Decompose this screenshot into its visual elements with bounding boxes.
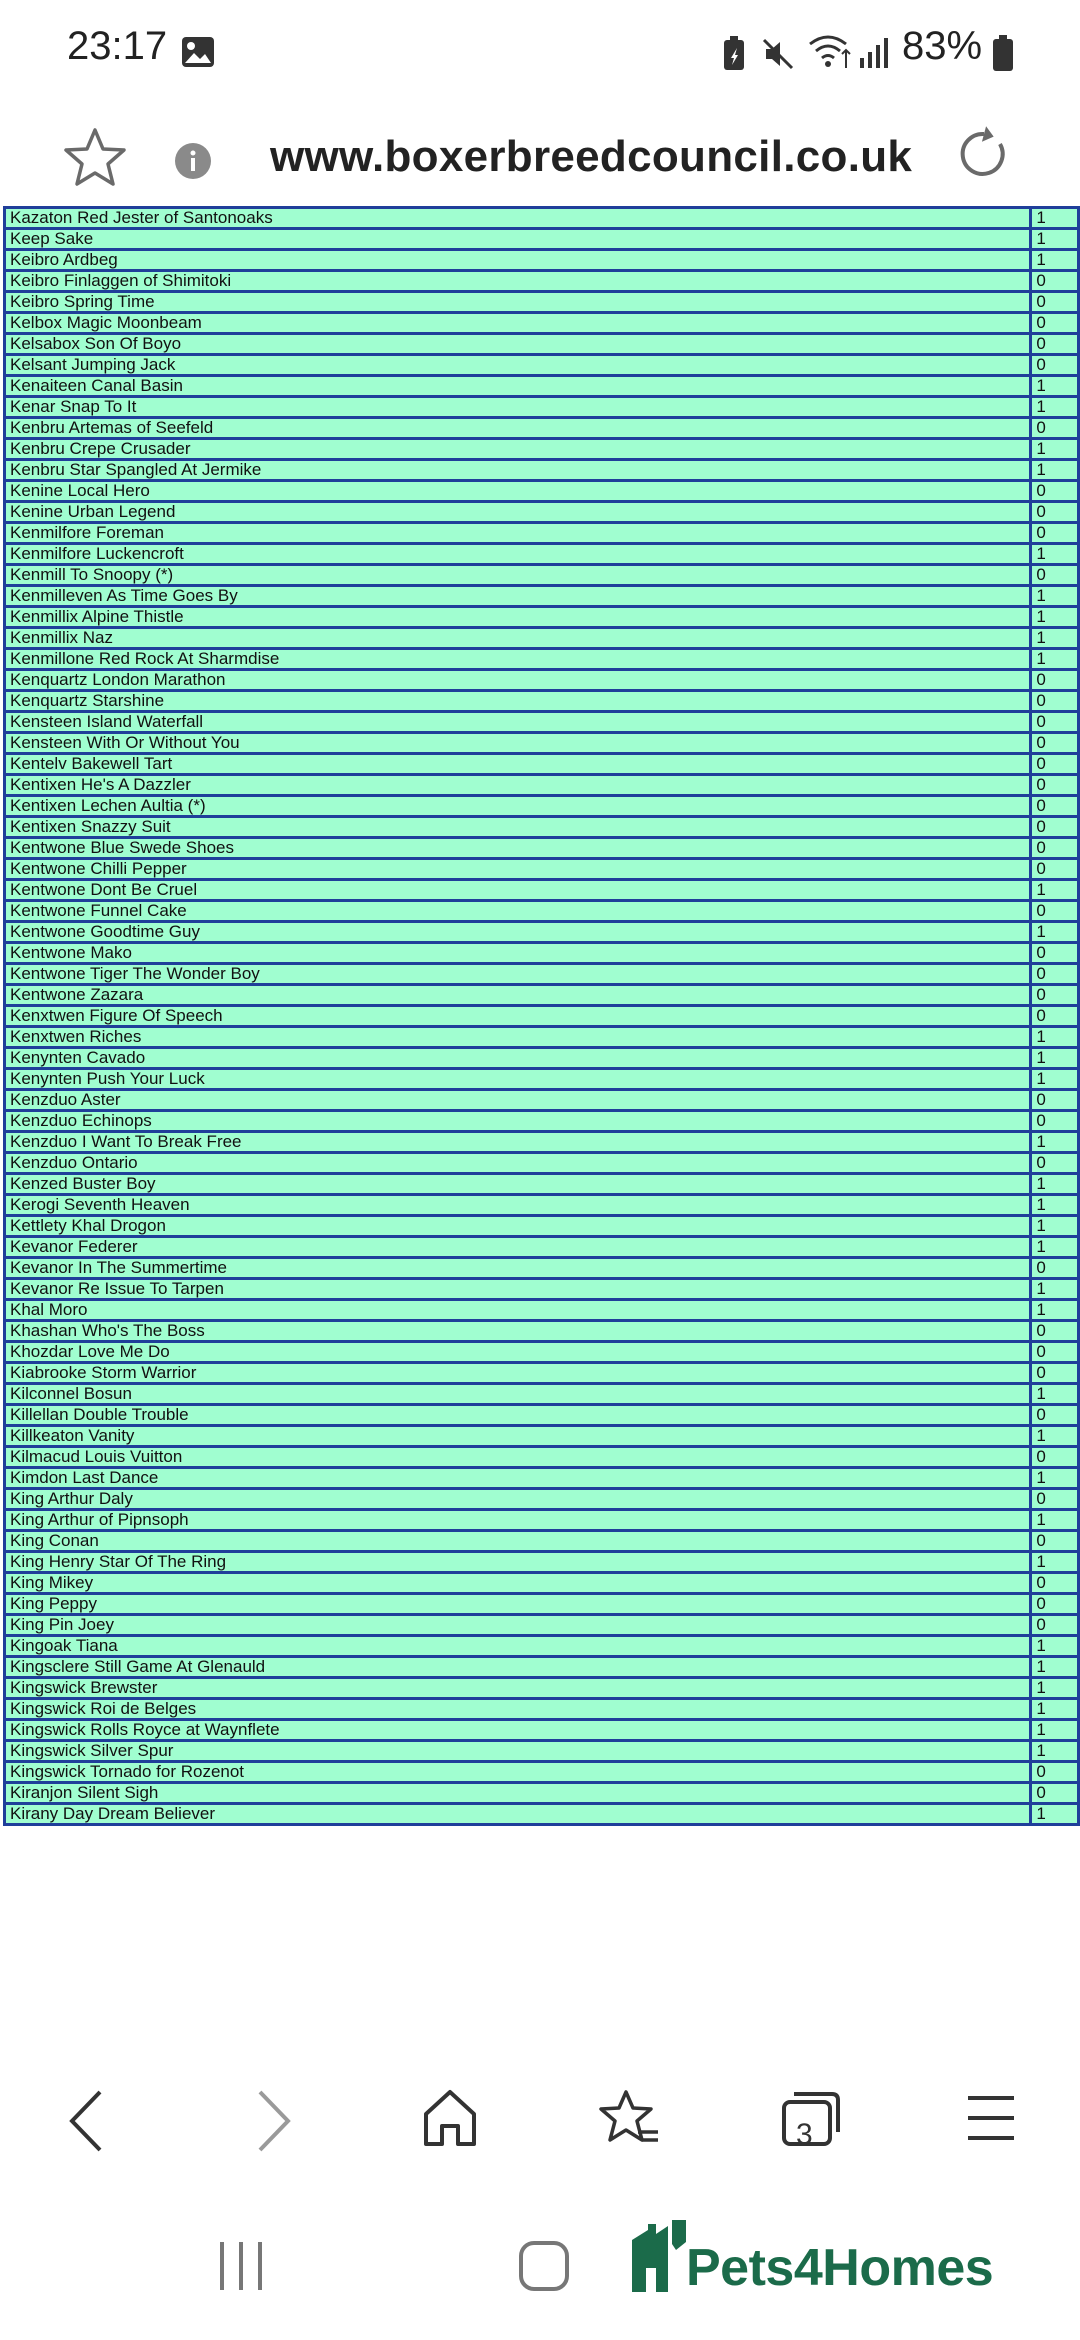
- table-row: [5, 1636, 1079, 1657]
- table-row: [5, 712, 1079, 733]
- table-row: [5, 796, 1079, 817]
- dog-name-cell: Kentwone Goodtime Guy: [5, 922, 1031, 943]
- table-row: [5, 1426, 1079, 1447]
- page-content: [0, 208, 1080, 2050]
- count-cell: 1: [1031, 1300, 1079, 1321]
- table-row: [5, 649, 1079, 670]
- dog-name-cell: Kimdon Last Dance: [5, 1468, 1031, 1489]
- table-row: [5, 1174, 1079, 1195]
- table-row: [5, 859, 1079, 880]
- table-row: [5, 1615, 1079, 1636]
- count-cell: 0: [1031, 1783, 1079, 1804]
- table-row: [5, 544, 1079, 565]
- home-circle-icon[interactable]: [518, 2240, 570, 2297]
- dog-name-cell: Kingsclere Still Game At Glenauld: [5, 1657, 1031, 1678]
- dog-name-cell: Kiranjon Silent Sigh: [5, 1783, 1031, 1804]
- count-cell: 0: [1031, 1573, 1079, 1594]
- count-cell: 1: [1031, 880, 1079, 901]
- dog-name-cell: Kenquartz London Marathon: [5, 670, 1031, 691]
- reload-icon[interactable]: [956, 124, 1012, 189]
- dog-name-cell: Kenynten Cavado: [5, 1048, 1031, 1069]
- count-cell: 0: [1031, 1258, 1079, 1279]
- table-row: [5, 1237, 1079, 1258]
- dog-name-cell: Keibro Spring Time: [5, 292, 1031, 313]
- table-row: [5, 901, 1079, 922]
- dog-name-cell: Kevanor Federer: [5, 1237, 1031, 1258]
- dog-name-cell: Keibro Ardbeg: [5, 250, 1031, 271]
- gallery-icon: [181, 36, 215, 73]
- count-cell: 0: [1031, 334, 1079, 355]
- dog-name-cell: King Henry Star Of The Ring: [5, 1552, 1031, 1573]
- count-cell: 1: [1031, 1804, 1079, 1825]
- dog-name-cell: Kentelv Bakewell Tart: [5, 754, 1031, 775]
- table-row: [5, 1510, 1079, 1531]
- dog-name-cell: King Arthur of Pipnsoph: [5, 1510, 1031, 1531]
- table-row: [5, 1111, 1079, 1132]
- table-row: [5, 376, 1079, 397]
- table-row: [5, 481, 1079, 502]
- dog-name-cell: Khashan Who's The Boss: [5, 1321, 1031, 1342]
- dog-name-cell: Killellan Double Trouble: [5, 1405, 1031, 1426]
- dog-name-cell: Kiabrooke Storm Warrior: [5, 1363, 1031, 1384]
- dog-name-cell: Kingoak Tiana: [5, 1636, 1031, 1657]
- dog-name-cell: Kelsabox Son Of Boyo: [5, 334, 1031, 355]
- status-time: 23:17: [67, 24, 168, 68]
- count-cell: 0: [1031, 964, 1079, 985]
- dog-name-cell: Kingswick Roi de Belges: [5, 1699, 1031, 1720]
- dog-name-cell: Kenzed Buster Boy: [5, 1174, 1031, 1195]
- count-cell: 1: [1031, 460, 1079, 481]
- count-cell: 1: [1031, 1195, 1079, 1216]
- table-row: [5, 1468, 1079, 1489]
- count-cell: 1: [1031, 1678, 1079, 1699]
- table-row: [5, 502, 1079, 523]
- count-cell: 0: [1031, 691, 1079, 712]
- count-cell: 0: [1031, 1153, 1079, 1174]
- count-cell: 0: [1031, 754, 1079, 775]
- dog-name-cell: Kevanor Re Issue To Tarpen: [5, 1279, 1031, 1300]
- table-row: [5, 1804, 1079, 1825]
- dog-name-cell: Kenzduo Ontario: [5, 1153, 1031, 1174]
- table-row: [5, 943, 1079, 964]
- count-cell: 1: [1031, 1216, 1079, 1237]
- table-row: [5, 208, 1079, 229]
- dog-name-cell: Kingswick Rolls Royce at Waynflete: [5, 1720, 1031, 1741]
- count-cell: 1: [1031, 1426, 1079, 1447]
- count-cell: 1: [1031, 1132, 1079, 1153]
- count-cell: 1: [1031, 1720, 1079, 1741]
- count-cell: 0: [1031, 1594, 1079, 1615]
- count-cell: 1: [1031, 250, 1079, 271]
- dog-name-cell: Killkeaton Vanity: [5, 1426, 1031, 1447]
- table-row: [5, 1069, 1079, 1090]
- dog-name-cell: Khozdar Love Me Do: [5, 1342, 1031, 1363]
- dog-name-cell: Kenxtwen Riches: [5, 1027, 1031, 1048]
- dog-name-cell: Kingswick Silver Spur: [5, 1741, 1031, 1762]
- url-text[interactable]: www.boxerbreedcouncil.co.uk: [270, 132, 913, 181]
- status-bar: [0, 0, 1080, 106]
- count-cell: 0: [1031, 712, 1079, 733]
- table-row: [5, 1657, 1079, 1678]
- table-row: [5, 985, 1079, 1006]
- table-row: [5, 355, 1079, 376]
- table-row: [5, 1153, 1079, 1174]
- dog-name-cell: Kenmilleven As Time Goes By: [5, 586, 1031, 607]
- dog-name-cell: Kilmacud Louis Vuitton: [5, 1447, 1031, 1468]
- count-cell: 0: [1031, 1363, 1079, 1384]
- table-row: [5, 523, 1079, 544]
- count-cell: 0: [1031, 985, 1079, 1006]
- menu-icon[interactable]: [966, 2088, 1016, 2153]
- table-row: [5, 754, 1079, 775]
- count-cell: 1: [1031, 607, 1079, 628]
- count-cell: 0: [1031, 481, 1079, 502]
- table-row: [5, 1363, 1079, 1384]
- count-cell: 0: [1031, 292, 1079, 313]
- info-icon[interactable]: [174, 142, 212, 185]
- dog-name-cell: Kentwone Tiger The Wonder Boy: [5, 964, 1031, 985]
- table-row: [5, 1552, 1079, 1573]
- count-cell: 0: [1031, 523, 1079, 544]
- table-row: [5, 418, 1079, 439]
- table-row: [5, 397, 1079, 418]
- battery-percent: 83%: [902, 24, 983, 68]
- dog-name-cell: Kenbru Artemas of Seefeld: [5, 418, 1031, 439]
- count-cell: 0: [1031, 1615, 1079, 1636]
- count-cell: 1: [1031, 544, 1079, 565]
- count-cell: 0: [1031, 418, 1079, 439]
- table-row: [5, 1741, 1079, 1762]
- count-cell: 1: [1031, 1279, 1079, 1300]
- tab-count: 3: [796, 2118, 813, 2151]
- dog-name-cell: Kilconnel Bosun: [5, 1384, 1031, 1405]
- dog-name-cell: Kensteen With Or Without You: [5, 733, 1031, 754]
- dog-name-cell: Kentwone Mako: [5, 943, 1031, 964]
- table-row: [5, 607, 1079, 628]
- table-row: [5, 628, 1079, 649]
- count-cell: 0: [1031, 355, 1079, 376]
- pets4homes-logo-icon: [626, 2220, 688, 2301]
- dog-name-cell: King Peppy: [5, 1594, 1031, 1615]
- table-row: [5, 1342, 1079, 1363]
- dog-name-cell: Kirany Day Dream Believer: [5, 1804, 1031, 1825]
- dog-name-cell: King Mikey: [5, 1573, 1031, 1594]
- count-cell: 0: [1031, 838, 1079, 859]
- count-cell: 1: [1031, 229, 1079, 250]
- table-row: [5, 1132, 1079, 1153]
- dog-name-cell: King Pin Joey: [5, 1615, 1031, 1636]
- dog-name-cell: Keibro Finlaggen of Shimitoki: [5, 271, 1031, 292]
- dog-name-cell: Kazaton Red Jester of Santonoaks: [5, 208, 1031, 229]
- back-icon[interactable]: [66, 2088, 106, 2159]
- home-icon[interactable]: [422, 2088, 478, 2153]
- dog-name-cell: Kensteen Island Waterfall: [5, 712, 1031, 733]
- count-cell: 0: [1031, 502, 1079, 523]
- table-row: [5, 565, 1079, 586]
- forward-icon[interactable]: [254, 2088, 294, 2159]
- dog-name-cell: Kentwone Zazara: [5, 985, 1031, 1006]
- count-cell: 0: [1031, 670, 1079, 691]
- table-row: [5, 1531, 1079, 1552]
- count-cell: 1: [1031, 1741, 1079, 1762]
- count-cell: 0: [1031, 1762, 1079, 1783]
- dog-name-cell: Khal Moro: [5, 1300, 1031, 1321]
- count-cell: 0: [1031, 859, 1079, 880]
- table-row: [5, 1594, 1079, 1615]
- count-cell: 0: [1031, 796, 1079, 817]
- count-cell: 1: [1031, 628, 1079, 649]
- count-cell: 0: [1031, 1111, 1079, 1132]
- dog-name-cell: Kenzduo Echinops: [5, 1111, 1031, 1132]
- table-row: [5, 250, 1079, 271]
- table-row: [5, 229, 1079, 250]
- count-cell: 0: [1031, 313, 1079, 334]
- table-row: [5, 775, 1079, 796]
- table-row: [5, 691, 1079, 712]
- dog-name-cell: Keep Sake: [5, 229, 1031, 250]
- dog-name-cell: Kenbru Crepe Crusader: [5, 439, 1031, 460]
- count-cell: 1: [1031, 1468, 1079, 1489]
- count-cell: 0: [1031, 271, 1079, 292]
- table-row: [5, 1216, 1079, 1237]
- count-cell: 1: [1031, 1048, 1079, 1069]
- count-cell: 1: [1031, 1699, 1079, 1720]
- wifi-icon: [808, 32, 854, 77]
- count-cell: 1: [1031, 1636, 1079, 1657]
- battery-icon: [992, 34, 1014, 77]
- count-cell: 0: [1031, 1090, 1079, 1111]
- count-cell: 0: [1031, 1531, 1079, 1552]
- count-cell: 1: [1031, 208, 1079, 229]
- dog-name-cell: King Conan: [5, 1531, 1031, 1552]
- table-row: [5, 1048, 1079, 1069]
- count-cell: 1: [1031, 397, 1079, 418]
- table-row: [5, 1489, 1079, 1510]
- table-row: [5, 1720, 1079, 1741]
- watermark-text: Pets4Homes: [686, 2239, 994, 2297]
- dog-name-cell: Kevanor In The Summertime: [5, 1258, 1031, 1279]
- table-row: [5, 1258, 1079, 1279]
- mute-icon: [760, 36, 796, 77]
- dog-name-cell: Kenmillix Alpine Thistle: [5, 607, 1031, 628]
- table-row: [5, 817, 1079, 838]
- dog-name-cell: Kentixen Snazzy Suit: [5, 817, 1031, 838]
- count-cell: 1: [1031, 1657, 1079, 1678]
- dog-name-cell: Kenxtwen Figure Of Speech: [5, 1006, 1031, 1027]
- dog-name-cell: Kenmilfore Luckencroft: [5, 544, 1031, 565]
- dog-name-cell: Kenar Snap To It: [5, 397, 1031, 418]
- count-cell: 1: [1031, 1027, 1079, 1048]
- count-cell: 0: [1031, 775, 1079, 796]
- count-cell: 0: [1031, 1447, 1079, 1468]
- table-row: [5, 1279, 1079, 1300]
- table-row: [5, 1678, 1079, 1699]
- count-cell: 1: [1031, 586, 1079, 607]
- table-row: [5, 964, 1079, 985]
- browser-bottom-nav: [0, 2050, 1080, 2200]
- table-row: [5, 1447, 1079, 1468]
- results-table: [3, 206, 1080, 1826]
- dog-name-cell: Kenzduo Aster: [5, 1090, 1031, 1111]
- table-row: [5, 1195, 1079, 1216]
- count-cell: 0: [1031, 1405, 1079, 1426]
- table-row: [5, 1384, 1079, 1405]
- dog-name-cell: Kenzduo I Want To Break Free: [5, 1132, 1031, 1153]
- table-row: [5, 1300, 1079, 1321]
- dog-name-cell: Kentixen Lechen Aultia (*): [5, 796, 1031, 817]
- table-row: [5, 1321, 1079, 1342]
- table-row: [5, 1699, 1079, 1720]
- dog-name-cell: Kenmill To Snoopy (*): [5, 565, 1031, 586]
- dog-name-cell: Kentwone Dont Be Cruel: [5, 880, 1031, 901]
- table-row: [5, 1090, 1079, 1111]
- dog-name-cell: Kingswick Tornado for Rozenot: [5, 1762, 1031, 1783]
- table-row: [5, 670, 1079, 691]
- dog-name-cell: Kenmillone Red Rock At Sharmdise: [5, 649, 1031, 670]
- star-icon[interactable]: [62, 126, 128, 193]
- count-cell: 1: [1031, 649, 1079, 670]
- count-cell: 1: [1031, 1237, 1079, 1258]
- dog-name-cell: Kenaiteen Canal Basin: [5, 376, 1031, 397]
- count-cell: 0: [1031, 1489, 1079, 1510]
- dog-name-cell: Kelsant Jumping Jack: [5, 355, 1031, 376]
- table-row: [5, 334, 1079, 355]
- count-cell: 1: [1031, 1384, 1079, 1405]
- table-row: [5, 922, 1079, 943]
- table-row: [5, 1027, 1079, 1048]
- count-cell: 0: [1031, 901, 1079, 922]
- count-cell: 0: [1031, 1342, 1079, 1363]
- dog-name-cell: Kentwone Chilli Pepper: [5, 859, 1031, 880]
- dog-name-cell: Kenquartz Starshine: [5, 691, 1031, 712]
- table-row: [5, 313, 1079, 334]
- count-cell: 0: [1031, 733, 1079, 754]
- table-row: [5, 1405, 1079, 1426]
- dog-name-cell: Kettlety Khal Drogon: [5, 1216, 1031, 1237]
- count-cell: 1: [1031, 1069, 1079, 1090]
- dog-name-cell: Kentixen He's A Dazzler: [5, 775, 1031, 796]
- dog-name-cell: Kenbru Star Spangled At Jermike: [5, 460, 1031, 481]
- battery-saver-icon: [722, 36, 746, 77]
- dog-name-cell: Kenmillix Naz: [5, 628, 1031, 649]
- count-cell: 0: [1031, 817, 1079, 838]
- bookmarks-icon[interactable]: [598, 2088, 660, 2153]
- count-cell: 1: [1031, 1510, 1079, 1531]
- dog-name-cell: King Arthur Daly: [5, 1489, 1031, 1510]
- dog-name-cell: Kelbox Magic Moonbeam: [5, 313, 1031, 334]
- dog-name-cell: Kerogi Seventh Heaven: [5, 1195, 1031, 1216]
- dog-name-cell: Kentwone Blue Swede Shoes: [5, 838, 1031, 859]
- count-cell: 1: [1031, 439, 1079, 460]
- count-cell: 0: [1031, 943, 1079, 964]
- table-row: [5, 1783, 1079, 1804]
- count-cell: 1: [1031, 922, 1079, 943]
- count-cell: 0: [1031, 1006, 1079, 1027]
- dog-name-cell: Kenine Local Hero: [5, 481, 1031, 502]
- table-row: [5, 1573, 1079, 1594]
- table-row: [5, 1762, 1079, 1783]
- table-row: [5, 439, 1079, 460]
- table-row: [5, 1006, 1079, 1027]
- table-row: [5, 292, 1079, 313]
- dog-name-cell: Kentwone Funnel Cake: [5, 901, 1031, 922]
- dog-name-cell: Kingswick Brewster: [5, 1678, 1031, 1699]
- table-row: [5, 271, 1079, 292]
- dog-name-cell: Kenmilfore Foreman: [5, 523, 1031, 544]
- count-cell: 0: [1031, 1321, 1079, 1342]
- table-row: [5, 460, 1079, 481]
- table-row: [5, 586, 1079, 607]
- table-row: [5, 733, 1079, 754]
- recent-apps-icon[interactable]: [216, 2238, 266, 2299]
- dog-name-cell: Kenynten Push Your Luck: [5, 1069, 1031, 1090]
- signal-icon: [858, 36, 892, 73]
- count-cell: 1: [1031, 1174, 1079, 1195]
- count-cell: 1: [1031, 1552, 1079, 1573]
- dog-name-cell: Kenine Urban Legend: [5, 502, 1031, 523]
- table-row: [5, 838, 1079, 859]
- count-cell: 0: [1031, 565, 1079, 586]
- count-cell: 1: [1031, 376, 1079, 397]
- table-row: [5, 880, 1079, 901]
